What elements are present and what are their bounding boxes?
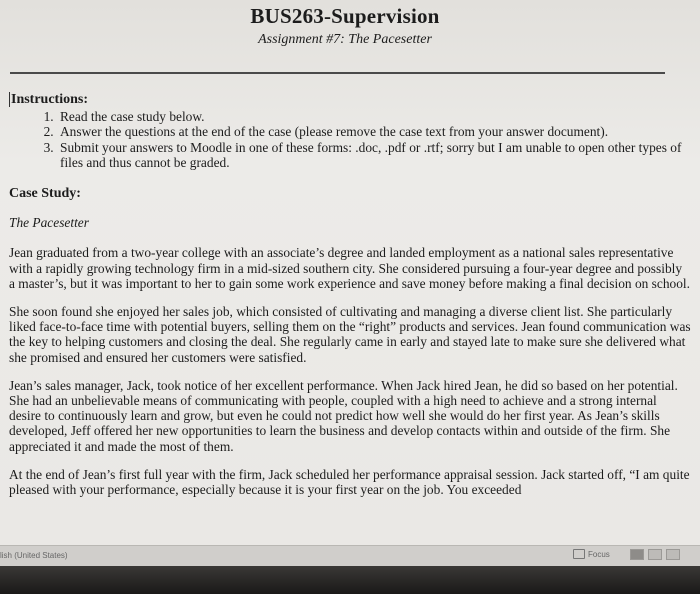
case-title: The Pacesetter: [9, 215, 89, 231]
instructions-list: [9, 109, 691, 170]
focus-button[interactable]: [573, 549, 610, 559]
header-divider: [10, 72, 665, 74]
language-indicator[interactable]: lish (United States): [0, 551, 68, 560]
view-switcher: [630, 549, 680, 560]
case-paragraph: She soon found she enjoyed her sales job, which consisted of cultivating and managing a diverse client list. She particularly liked face-to-face time with potential buyers, selling them on the “right” products and services. Jean found communication was the key to helping customers and closing the deal. She regularly came in early and stayed late to make sure she delivered what she promised and ensured her customers were satisfied.: [9, 304, 691, 365]
document-body[interactable]: [9, 91, 691, 497]
document-title: BUS263-Supervision: [250, 4, 440, 28]
instruction-item: 3. Submit your answers to Moodle in one of these forms: .doc, .pdf or .rtf; sorry but I am unable to open other types of files and thus cannot be graded.: [57, 140, 691, 170]
print-layout-icon[interactable]: [630, 549, 644, 560]
case-paragraph: At the end of Jean’s first full year with the firm, Jack scheduled her performance appraisal session. Jack started off, “I am quite pleased with your performance, especially because it is your first year on the job. You exceeded: [9, 466, 690, 498]
instruction-item: 2. Answer the questions at the end of the case (please remove the case text from your answer document).: [57, 124, 691, 139]
case-paragraph: Jean’s sales manager, Jack, took notice of her excellent performance. When Jack hired Jean, he did so based on her potential. She had an unbelievable means of communicating with people, coupled with a high need to achieve and a strong internal desire to continuously learn and grow, but even he could not predict how well she would do her first year. As Jean’s skills developed, Jeff offered her new opportunities to learn the business and develop contacts within and outside of the firm. She appreciated it and made the most of them.: [9, 377, 678, 454]
case-study-heading: Case Study:: [9, 186, 81, 202]
status-bar: [0, 545, 700, 566]
instruction-item: 1. Read the case study below.: [57, 109, 691, 124]
screen-bezel: [0, 566, 700, 594]
instructions-heading: Instructions:: [11, 92, 89, 107]
document-subtitle: Assignment #7: The Pacesetter: [258, 32, 432, 47]
outline-view-icon[interactable]: [666, 549, 680, 560]
document-header: [0, 4, 700, 48]
web-layout-icon[interactable]: [648, 549, 662, 560]
case-paragraph: Jean graduated from a two-year college with an associate’s degree and landed employment as a national sales representative with a rapidly growing technology firm in a mid-sized southern city. She considered pursuing a four-year degree and possibly a master’s, but it was important to her to gain some work experience and save money before making a final decision on school.: [9, 245, 690, 291]
focus-label: Focus: [588, 549, 610, 559]
focus-icon: [573, 549, 585, 559]
